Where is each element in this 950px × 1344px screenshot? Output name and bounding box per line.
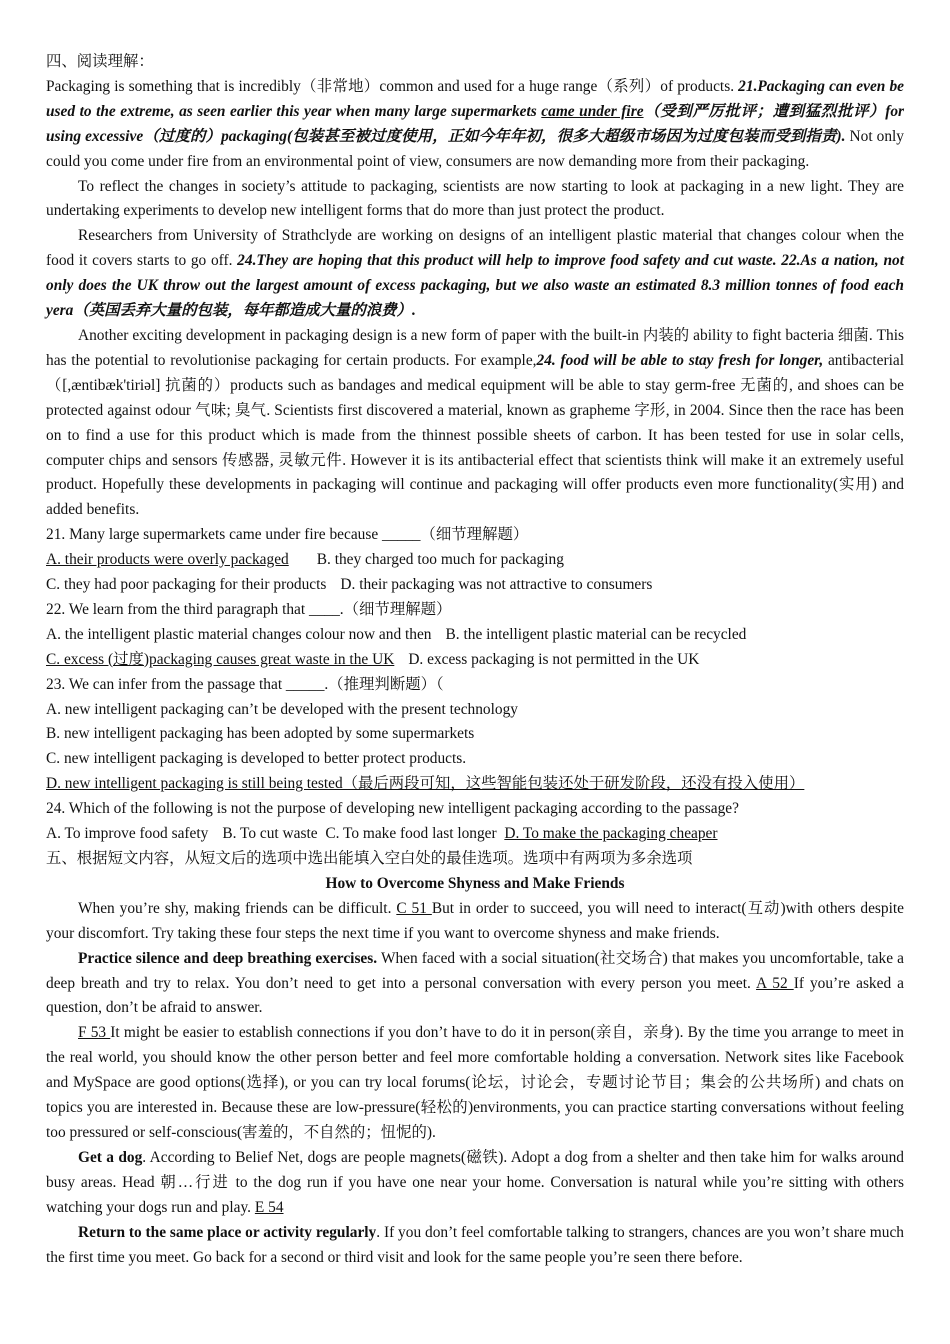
passage2-paragraph-2: Practice silence and deep breathing exercises. When faced with a social situation(社交场合) that makes you uncomfortable, take a deep breath and try to relax. You don’t need to get into a personal conversation with every person you meet. A 52 If you’re asked a question, don’t be afraid to answer.	[46, 949, 904, 1017]
question-23-stem: 23. We can infer from the passage that _____.（推理判断题）（	[46, 675, 444, 693]
section4-heading: 四、阅读理解：	[46, 53, 154, 70]
section5-heading: 五、根据短文内容，从短文后的选项中选出能填入空白处的最佳选项。选项中有两项为多余选项	[46, 850, 693, 867]
q21-option-c: C. they had poor packaging for their products	[46, 576, 327, 594]
passage1-paragraph-2: To reflect the changes in society’s attitude to packaging, scientists are now starting to look at packaging in a new light. They are undertaking experiments to develop new intelligent forms that do more than just protect the product.	[46, 177, 904, 220]
passage2-title: How to Overcome Shyness and Make Friends	[325, 874, 625, 892]
question-21-options-row1	[46, 548, 904, 573]
q23-option-d-answer: D. new intelligent packaging is still being tested（最后两段可知，这些智能包装还处于研发阶段，还没有投入使用）	[46, 775, 805, 793]
q24-option-b: B. To cut waste	[222, 825, 318, 843]
q24-option-d-answer: D. To make the packaging cheaper	[504, 825, 718, 843]
q23-option-c: C. new intelligent packaging is developed to better protect products.	[46, 750, 467, 768]
subheading-practice-silence: Practice silence and deep breathing exercises.	[78, 949, 378, 967]
q21-option-a-answer: A. their products were overly packaged	[46, 551, 289, 569]
q24-option-c: C. To make food last longer	[325, 825, 497, 843]
passage2-paragraph-1: When you’re shy, making friends can be difficult. C 51 But in order to succeed, you will need to interact(互动)with others despite your discomfort. Try taking these four steps the next time if you want to overcome shyness and make friends.	[46, 899, 904, 942]
q23-option-b: B. new intelligent packaging has been adopted by some supermarkets	[46, 725, 475, 743]
blank-51: C 51	[396, 899, 432, 917]
question-24-stem: 24. Which of the following is not the purpose of developing new intelligent packaging according to the passage?	[46, 800, 739, 818]
subheading-return-same-place: Return to the same place or activity regularly	[78, 1223, 377, 1241]
highlight-sentence-21: 21.Packaging can even be used to the extreme, as seen earlier this year when many large supermarkets came under fire（受到严厉批评；遭到猛烈批评）for using excessive（过度的）packaging(包装甚至被过度使用，正如今年年初，很多大超级市场因为过度包装而受到指责).	[46, 77, 904, 145]
blank-53: F 53	[78, 1024, 111, 1042]
q22-option-b: B. the intelligent plastic material can be recycled	[445, 625, 747, 643]
passage2-paragraph-3: F 53 It might be easier to establish connections if you don’t have to do it in person(亲自，亲身). By the time you arrange to meet in the real world, you should know the other person better and feel more comfortable holding a conversation. Network sites like Facebook and MySpace are good options(选择), or you can try local forums(论坛，讨论会，专题讨论节目；集会的公共场所) and chats on topics you are interested in. Because these are low-pressure(轻松的)environments, you can practice starting conversations without feeling too pressured or self-conscious(害羞的，不自然的；忸怩的).	[46, 1024, 904, 1141]
passage2-paragraph-5: Return to the same place or activity regularly. If you don’t feel comfortable talking to strangers, chances are you won’t share much the first time you meet. Go back for a second or third visit and look for the same people you’re seen there before.	[46, 1223, 905, 1266]
q22-option-d: D. excess packaging is not permitted in the UK	[408, 650, 700, 668]
q21-option-b: B. they charged too much for packaging	[316, 551, 564, 569]
q21-option-d: D. their packaging was not attractive to consumers	[340, 576, 653, 594]
question-21-options-row2	[46, 573, 904, 598]
question-24-options	[46, 822, 904, 847]
question-22-options-row1	[46, 623, 904, 648]
highlight-sentence-24b: 24. food will be able to stay fresh for longer,	[536, 351, 824, 369]
question-22-stem: 22. We learn from the third paragraph that ____.（细节理解题）	[46, 600, 452, 618]
q22-option-c-answer: C. excess (过度)packaging causes great waste in the UK	[46, 650, 395, 668]
highlight-sentence-24-22: 24.They are hoping that this product will help to improve food safety and cut waste. 22.As a nation, not only does the UK throw out the largest amount of excess packaging, but we also waste an estimated 8.3 million tonnes of food each yera（英国丢弃大量的包装，每年都造成大量的浪费）.	[46, 252, 905, 320]
q23-option-a: A. new intelligent packaging can’t be developed with the present technology	[46, 700, 518, 718]
question-21-stem: 21. Many large supermarkets came under fire because _____（细节理解题）	[46, 526, 529, 544]
q22-option-a: A. the intelligent plastic material changes colour now and then	[46, 625, 432, 643]
q24-option-a: A. To improve food safety	[46, 825, 209, 843]
subheading-get-a-dog: Get a dog	[78, 1148, 143, 1166]
phrase-came-under-fire: came under fire	[541, 102, 644, 120]
passage1-paragraph-1: Packaging is something that is incredibly（非常地）common and used for a huge range（系列）of products. 21.Packaging can even be used to the extreme, as seen earlier this year when many large supermarkets came under fire（受到严厉批评；遭到猛烈批评）for using excessive（过度的）packaging(包装甚至被过度使用，正如今年年初，很多大超级市场因为过度包装而受到指责). Not only could you come under fire from an environmental point of view, consumers are now demanding more from their packaging.	[46, 77, 904, 170]
passage1-paragraph-3: Researchers from University of Strathclyde are working on designs of an intelligent plastic material that changes colour when the food it covers starts to go off. 24.They are hoping that this product will help to improve food safety and cut waste. 22.As a nation, not only does the UK throw out the largest amount of excess packaging, but we also waste an estimated 8.3 million tonnes of food each yera（英国丢弃大量的包装，每年都造成大量的浪费）.	[46, 227, 905, 320]
passage1-paragraph-4: Another exciting development in packaging design is a new form of paper with the built-in 内装的 ability to fight bacteria 细菌. This has the potential to revolutionise packaging for certain products. For example,24. food will be able to stay fresh for longer, antibacterial（[,æntibæk'tiriəl] 抗菌的）products such as bandages and medical equipment will be able to stay germ-free 无菌的, and shoes can be protected against odour 气味; 臭气. Scientists first discovered a material, known as grapheme 字形, in 2004. Since then the race has been on to find a use for this product which is made from the thinnest possible sheets of carbon. It has been tested for use in solar cells, computer chips and sensors 传感器, 灵敏元件. However it is its antibacterial effect that scientists think will make it an extremely useful product. Hopefully these developments in packaging will continue and packaging will offer products even more functionality(实用) and added benefits.	[46, 326, 904, 519]
document-page	[46, 50, 904, 1270]
blank-52: A 52	[756, 974, 794, 992]
question-22-options-row2	[46, 648, 904, 673]
blank-54: E 54	[254, 1198, 284, 1216]
passage2-paragraph-4: Get a dog. According to Belief Net, dogs are people magnets(磁铁). Adopt a dog from a shelter and then take him for walks around busy areas. Head 朝…行进 to the dog run if you have one near your home. Conversation is natural while you’re sitting with others watching your dogs run and play. E 54	[46, 1148, 904, 1216]
